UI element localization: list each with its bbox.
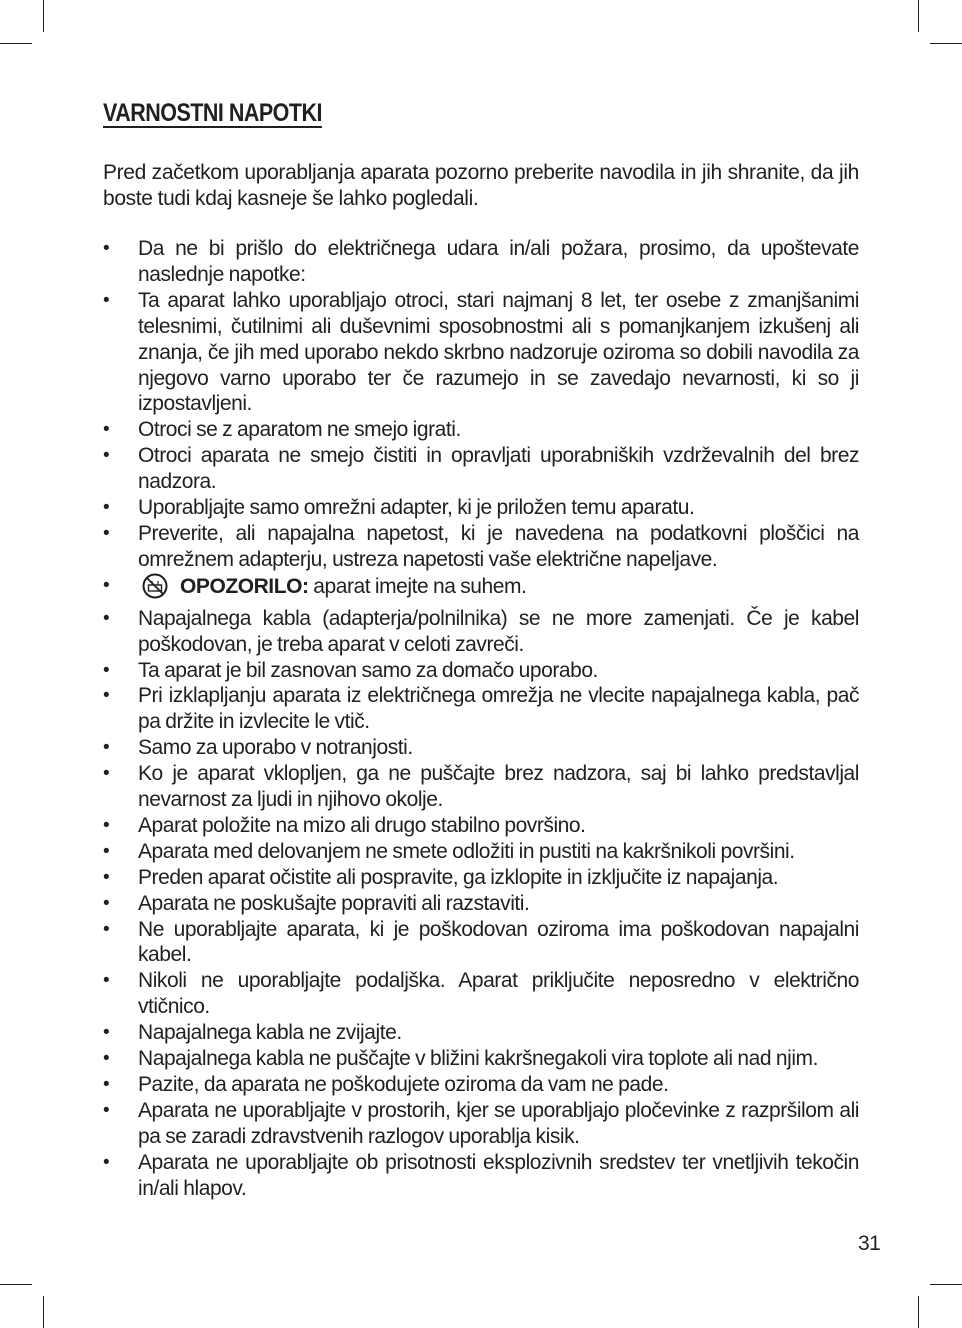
list-item [103, 658, 859, 684]
bullet: • [103, 763, 110, 785]
list-item-text: Nikoli ne uporabljajte podaljška. Aparat priključite neposredno v električno vtičnico. [138, 969, 859, 1019]
bullet: • [103, 685, 110, 707]
bullet: • [103, 892, 110, 914]
crop-mark-top-left-vertical [43, 0, 44, 32]
list-item [103, 891, 859, 917]
page-content [103, 96, 859, 1202]
list-item [103, 683, 859, 735]
list-item [103, 1150, 859, 1202]
list-item [103, 761, 859, 813]
list-item-text: Aparata med delovanjem ne smete odložiti in pustiti na kakršnikoli površini. [138, 839, 795, 863]
list-item [103, 443, 859, 495]
list-item-text: Da ne bi prišlo do električnega udara in/ali požara, prosimo, da upoštevate naslednje napotke: [138, 237, 859, 286]
bullet: • [103, 840, 110, 862]
list-item [103, 606, 859, 658]
list-item [103, 495, 859, 521]
bullet: • [103, 1151, 110, 1173]
crop-mark-top-left-horizontal [0, 43, 32, 44]
list-item-text: Otroci se z aparatom ne smejo igrati. [138, 418, 461, 442]
list-item-text: Otroci aparata ne smejo čistiti in opravljati uporabniških vzdrževalnih del brez nadzora. [138, 444, 859, 494]
list-item [103, 1046, 859, 1072]
list-item [103, 1020, 859, 1046]
list-item [103, 813, 859, 839]
crop-mark-top-right-vertical [918, 0, 919, 32]
crop-mark-bottom-right-horizontal [930, 1284, 962, 1285]
list-item-text: Pri izklapljanju aparata iz električnega omrežja ne vlecite napajalnega kabla, pač pa držite in izvlecite le vtič. [138, 684, 859, 734]
list-item-text: Ko je aparat vklopljen, ga ne puščajte brez nadzora, saj bi lahko predstavljal nevarnost za ljudi in njihovo okolje. [138, 762, 859, 812]
crop-mark-bottom-right-vertical [918, 1296, 919, 1328]
list-item [103, 917, 859, 969]
bullet: • [103, 238, 110, 259]
list-item [103, 417, 859, 443]
crop-mark-bottom-left-horizontal [0, 1284, 32, 1285]
list-item-text: Aparata ne poskušajte popraviti ali razstaviti. [138, 891, 530, 915]
bullet: • [103, 1074, 110, 1095]
list-item-text: Pazite, da aparata ne poškodujete oziroma da vam ne pade. [138, 1073, 669, 1096]
no-water-icon [138, 573, 172, 606]
safety-list [103, 236, 859, 1202]
list-item [103, 839, 859, 865]
list-item [103, 968, 859, 1020]
warning-text: aparat imejte na suhem. [308, 574, 527, 598]
list-item [103, 865, 859, 891]
bullet: • [103, 289, 110, 311]
crop-mark-top-right-horizontal [930, 43, 962, 44]
bullet: • [103, 1099, 110, 1121]
bullet: • [103, 1048, 110, 1070]
bullet: • [103, 522, 110, 544]
list-item-text: Aparata ne uporabljajte ob prisotnosti eksplozivnih sredstev ter vnetljivih tekočin in/ali hlapov. [138, 1150, 859, 1200]
bullet: • [103, 866, 110, 888]
list-item-text: Napajalnega kabla ne zvijajte. [138, 1021, 402, 1045]
crop-mark-bottom-left-vertical [43, 1296, 44, 1328]
bullet: • [103, 659, 110, 681]
list-item-text: Napajalnega kabla ne puščajte v bližini kakršnegakoli vira toplote ali nad njim. [138, 1047, 818, 1071]
list-item [103, 521, 859, 573]
list-item-text: Samo za uporabo v notranjosti. [138, 736, 413, 760]
intro-paragraph: Pred začetkom uporabljanja aparata pozorno preberite navodila in jih shranite, da jih boste tudi kdaj kasneje še lahko pogledali. [103, 161, 859, 210]
list-item-text: Ne uporabljajte aparata, ki je poškodovan oziroma ima poškodovan napajalni kabel. [138, 917, 859, 967]
bullet: • [103, 574, 110, 596]
list-item-text: Preden aparat očistite ali pospravite, ga izklopite in izključite iz napajanja. [138, 865, 779, 889]
warning-item [103, 573, 859, 606]
bullet: • [103, 814, 110, 836]
bullet: • [103, 918, 110, 940]
list-item-text: Aparata ne uporabljajte v prostorih, kjer se uporabljajo pločevinke z razpršilom ali pa se zaradi zdravstvenih razlogov uporablja kisik. [138, 1098, 859, 1148]
list-item-text: Uporabljajte samo omrežni adapter, ki je priložen temu aparatu. [138, 496, 695, 520]
list-item-text: Preverite, ali napajalna napetost, ki je navedena na podatkovni ploščici na omrežnem adapterju, ustreza napetosti vaše električne napeljave. [138, 521, 859, 571]
bullet: • [103, 737, 110, 759]
warning-label: OPOZORILO: [180, 574, 309, 598]
bullet: • [103, 445, 110, 467]
list-item [103, 1072, 859, 1098]
list-item [103, 288, 859, 418]
list-item [103, 236, 859, 288]
list-item-text: Ta aparat je bil zasnovan samo za domačo uporabo. [138, 658, 598, 682]
page-number: 31 [858, 1232, 881, 1255]
bullet: • [103, 1022, 110, 1044]
list-item [103, 735, 859, 761]
list-item [103, 1098, 859, 1150]
page-title: VARNOSTNI NAPOTKI [103, 99, 322, 127]
bullet: • [103, 607, 110, 629]
bullet: • [103, 419, 110, 441]
bullet: • [103, 497, 110, 519]
list-item-text: Ta aparat lahko uporabljajo otroci, stari najmanj 8 let, ter osebe z zmanjšanimi telesnimi, čutilnimi ali duševnimi sposobnostmi ali s pomanjkanjem izkušenj ali znanja, če jih med uporabo nekdo skrbno nadzoruje oziroma so dobili navodila za njegovo varno uporabo ter če razumejo in se zavedajo nevarnosti, ki so ji izpostavljeni. [138, 288, 859, 416]
list-item-text: Napajalnega kabla (adapterja/polnilnika) se ne more zamenjati. Če je kabel poškodovan, je treba aparat v celoti zavreči. [138, 606, 859, 656]
list-item-text: Aparat položite na mizo ali drugo stabilno površino. [138, 813, 586, 837]
bullet: • [103, 970, 110, 992]
